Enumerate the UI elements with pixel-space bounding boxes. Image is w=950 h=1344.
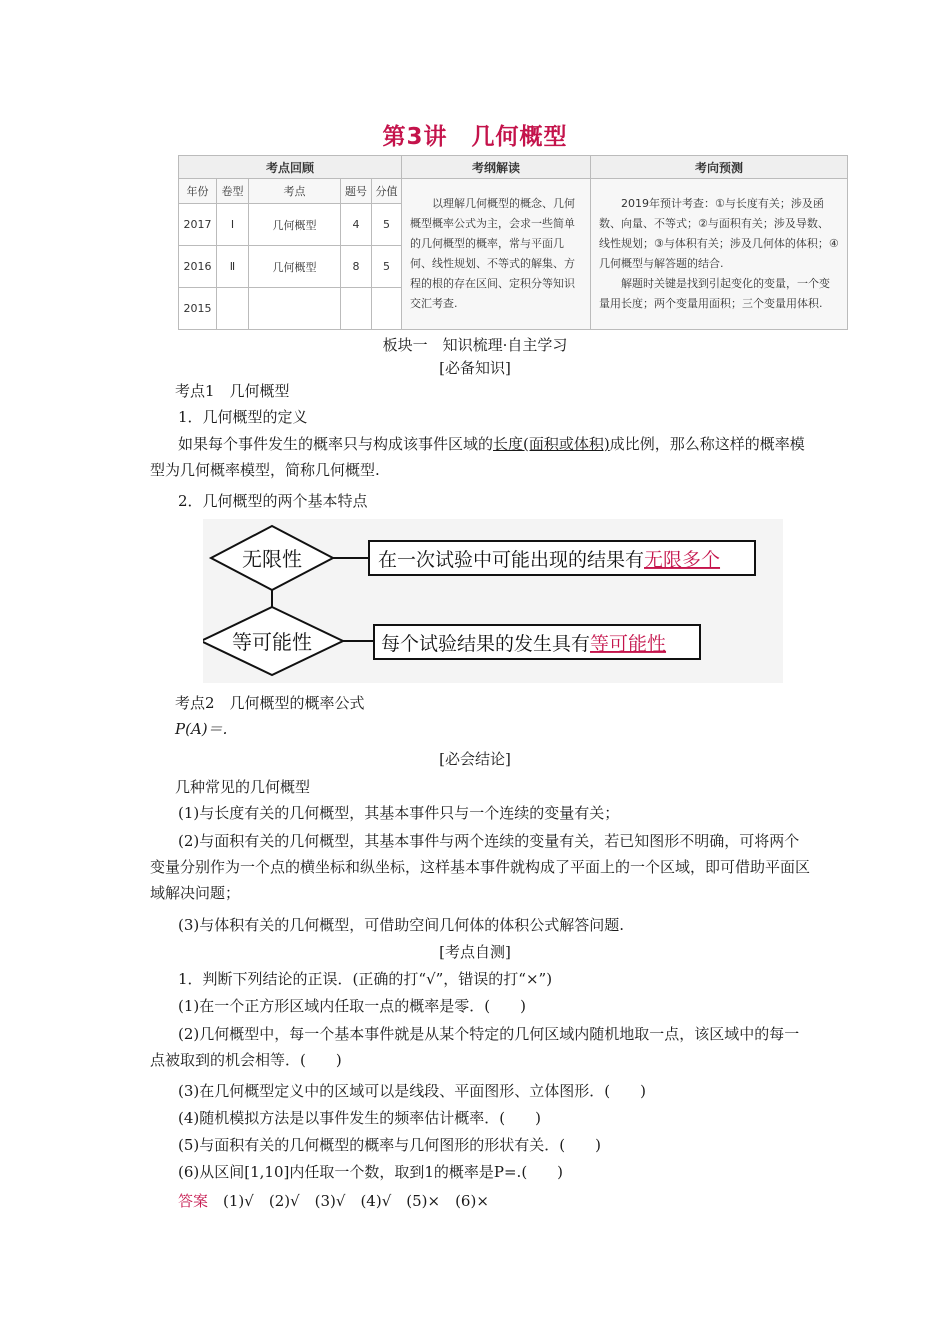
subsection-conclusions: [必会结论] [439, 750, 511, 768]
cell-score: 5 [372, 204, 402, 246]
probability-formula: P(A)＝. [175, 720, 228, 738]
kp1-item2: 2．几何概型的两个基本特点 [178, 492, 368, 510]
answer-label: 答案 [178, 1192, 209, 1210]
forecast-text-1: 2019年预计考查：①与长度有关；涉及函数、向量、不等式；②与面积有关；涉及导数、线性规划；③与体积有关；涉及几何体的体积；④几何概型与解答题的结合. [599, 197, 839, 270]
quiz-item-6: (6)从区间[1,10]内任取一个数，取到1的概率是P=.( ) [178, 1163, 564, 1181]
box-infinity-key: 无限多个 [644, 549, 721, 571]
kp2-title: 考点2 几何概型的概率公式 [175, 694, 365, 712]
exam-review-table [178, 155, 848, 330]
subheader-topic: 考点 [249, 179, 341, 204]
section-heading: 板块一 知识梳理·自主学习 [382, 336, 568, 354]
subheader-paper: 卷型 [217, 179, 249, 204]
definition-paragraph [150, 431, 812, 483]
quiz-title: 1．判断下列结论的正误．(正确的打“√”，错误的打“×”) [178, 970, 553, 988]
box-equal-key: 等可能性 [590, 633, 667, 655]
node-equal-label: 等可能性 [232, 630, 312, 654]
node-infinity-label: 无限性 [242, 547, 302, 571]
syllabus-text: 以理解几何概型的概念、几何概型概率公式为主，会求一些简单的几何概型的概率，常与平面几何、线性规划、不等式的解集、方程的根的存在区间、定积分等知识交汇考查. [410, 197, 576, 310]
forecast-text-2: 解题时关键是找到引起变化的变量，一个变量用长度；两个变量用面积；三个变量用体积. [599, 277, 831, 310]
conclusion-2: (2)与面积有关的几何概型，其基本事件与两个连续的变量有关，若已知图形不明确，可将两个变量分别作为一个点的横坐标和纵坐标，这样基本事件就构成了平面上的一个区域，即可借助平面区域解决问题； [150, 832, 811, 902]
quiz-item-2: (2)几何概型中，每一个基本事件就是从某个特定的几何区域内随机地取一点，该区域中的每一点被取到的机会相等．( ) [150, 1025, 800, 1069]
table-header-row [179, 156, 848, 179]
cell-score [372, 288, 402, 330]
features-diagram-svg [203, 519, 783, 683]
cell-paper: Ⅱ [217, 246, 249, 288]
box-equal-pre: 每个试验结果的发生具有 [381, 633, 591, 655]
cell-score: 5 [372, 246, 402, 288]
conclusion-title: 几种常见的几何概型 [175, 778, 311, 796]
cell-paper [217, 288, 249, 330]
cell-year: 2017 [179, 204, 217, 246]
box-infinity-text [378, 549, 720, 571]
quiz-item-5: (5)与面积有关的几何概型的概率与几何图形的形状有关．( ) [178, 1136, 601, 1154]
box-infinity-pre: 在一次试验中可能出现的结果有 [378, 549, 645, 571]
cell-number: 8 [341, 246, 372, 288]
definition-underlined: 长度(面积或体积) [493, 435, 610, 453]
definition-pre: 如果每个事件发生的概率只与构成该事件区域的 [178, 435, 494, 453]
table-subheader-row [179, 179, 848, 204]
definition-post: 成比例，那么称这样的概率模型为几何概率模型，简称几何概型. [150, 435, 805, 479]
kp1-title: 考点1 几何概型 [175, 382, 290, 400]
cell-number [341, 288, 372, 330]
conclusion-3: (3)与体积有关的几何概型，可借助空间几何体的体积公式解答问题. [178, 916, 625, 934]
forecast-cell [591, 179, 848, 330]
conclusion-1: (1)与长度有关的几何概型，其基本事件只与一个连续的变量有关； [178, 804, 620, 822]
answer-text: (1)√ (2)√ (3)√ (4)√ (5)× (6)× [223, 1192, 489, 1210]
cell-topic: 几何概型 [249, 246, 341, 288]
cell-year: 2016 [179, 246, 217, 288]
header-review: 考点回顾 [179, 156, 402, 179]
subheader-year: 年份 [179, 179, 217, 204]
header-forecast: 考向预测 [591, 156, 848, 179]
syllabus-cell [402, 179, 591, 330]
quiz-item-1: (1)在一个正方形区域内任取一点的概率是零．( ) [178, 997, 526, 1015]
header-syllabus: 考纲解读 [402, 156, 591, 179]
cell-number: 4 [341, 204, 372, 246]
cell-topic: 几何概型 [249, 204, 341, 246]
cell-paper: Ⅰ [217, 204, 249, 246]
subheader-score: 分值 [372, 179, 402, 204]
subsection-required-knowledge: [必备知识] [439, 359, 511, 377]
subheader-number: 题号 [341, 179, 372, 204]
kp1-item1: 1．几何概型的定义 [178, 408, 308, 426]
cell-topic [249, 288, 341, 330]
subsection-self-test: [考点自测] [439, 943, 511, 961]
quiz-item-4: (4)随机模拟方法是以事件发生的频率估计概率．( ) [178, 1109, 541, 1127]
box-equal-text [381, 633, 666, 655]
page-title: 第3讲 几何概型 [382, 124, 568, 150]
features-diagram [203, 519, 783, 683]
cell-year: 2015 [179, 288, 217, 330]
quiz-item-3: (3)在几何概型定义中的区域可以是线段、平面图形、立体图形．( ) [178, 1082, 646, 1100]
answer-line [178, 1190, 489, 1211]
